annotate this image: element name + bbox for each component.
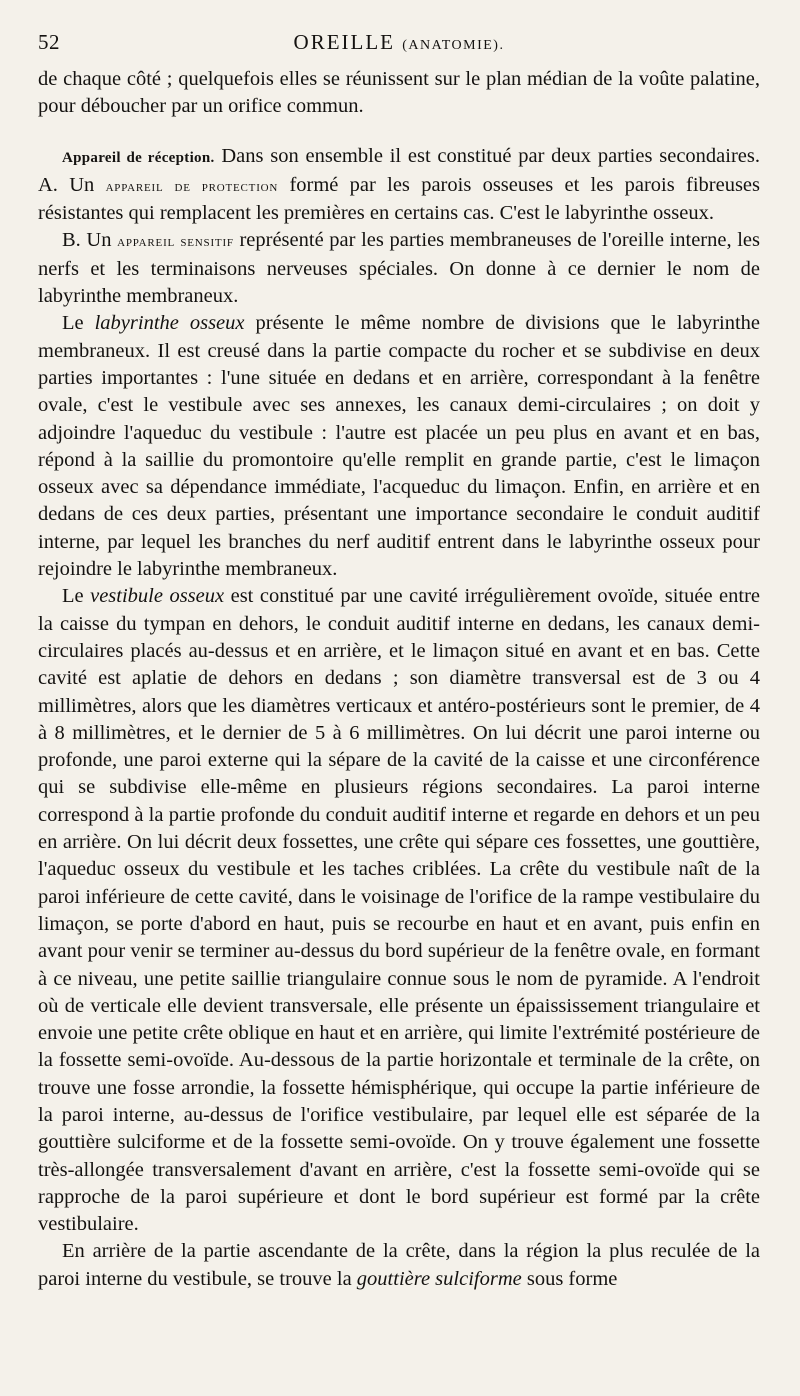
paragraph-text: sous forme <box>521 1267 618 1290</box>
paragraph-continuation: de chaque côté ; quelquefois elles se réunissent sur le plan médian de la voûte palatine, pour déboucher par un orifice commun. <box>38 68 760 118</box>
running-head-subtitle: (ANATOMIE). <box>402 38 505 53</box>
paragraph-gouttiere <box>38 1238 760 1293</box>
small-caps-term: appareil de protection <box>105 177 279 195</box>
italic-term: labyrinthe osseux <box>94 312 245 335</box>
paragraph-appareil-reception <box>38 143 760 228</box>
paragraph-text: En arrière de la partie ascendante de la crête, dans la région la plus reculée de la paroi interne du vestibule, se trouve la <box>38 1240 760 1290</box>
running-head-title: OREILLE <box>293 30 396 54</box>
paragraph-text: formé par les parois osseuses et les parois fibreuses résistantes qui remplacent les premières en certains cas. C'est le labyrinthe osseux. <box>38 173 761 225</box>
section-lead: Appareil de réception. <box>62 149 215 166</box>
paragraph-text: Dans son ensemble il est constitué par deux parties secondaires. A. Un <box>38 144 760 196</box>
paragraph-vestibule-osseux <box>38 583 760 1238</box>
paragraph-text: Le <box>62 585 91 608</box>
paragraph-text: est constitué par une cavité irrégulièrement ovoïde, située entre la caisse du tympan en dehors, le conduit auditif interne en dedans, les canaux demi-circulaires placés au-dessus et en arrière, et le limaçon situé en avant et en bas. Cette cavité est aplatie de dehors en dedans ; son diamètre transversal est de 3 ou 4 millimètres, alors que les diamètres verticaux et antéro-postérieurs sont le premier, de 4 à 8 millimètres, et le dernier de 5 à 6 millimètres. On lui décrit une paroi interne ou profonde, une paroi externe qui la sépare de la cavité de la caisse et une circonférence qui se subdivise elle-même en plusieurs régions secondaires. La paroi interne correspond à la partie profonde du conduit auditif interne et regarde en dehors et un peu en arrière. On lui décrit deux fossettes, une crête qui sépare ces fossettes, une gouttière, l'aqueduc osseux du vestibule et les taches criblées. La crête du vestibule naît de la paroi inférieure de cette cavité, dans le voisinage de l'orifice de la rampe vestibulaire du limaçon, se porte d'abord en haut, puis se recourbe en haut et en avant, puis enfin en avant pour venir se terminer au-dessus du bord supérieur de la fenêtre ovale, en formant à ce niveau, une petite saillie triangulaire connue sous le nom de pyramide. A l'endroit où de verticale elle devient transversale, elle présente un épaississement triangulaire et envoie une petite crête oblique en haut et en arrière, qui limite l'extrémité postérieure de la fossette semi-ovoïde. Au-dessous de la partie horizontale et terminale de la crête, on trouve une fosse arrondie, la fossette hémisphérique, qui occupe la partie inférieure de la paroi interne, au-dessus de l'orifice vestibulaire, par lequel elle est séparée de la gouttière sulciforme et de la fossette semi-ovoïde. On y trouve également une fossette très-allongée transversalement d'avant en arrière, c'est la fossette semi-ovoïde qui se rapproche de la paroi supérieure et dont le bord supérieur est formé par la crête vestibulaire. <box>38 585 760 1236</box>
paragraph-text: représenté par les parties membraneuses de l'oreille interne, les nerfs et les terminaisons nerveuses spéciales. On donne à ce dernier le nom de labyrinthe membraneux. <box>38 229 760 308</box>
paragraph-text: Le <box>62 312 95 335</box>
italic-term: vestibule osseux <box>90 585 225 608</box>
page-header <box>38 0 760 66</box>
paragraph-text: B. Un <box>62 229 118 252</box>
italic-term: gouttière sulciforme <box>356 1267 522 1290</box>
running-head <box>38 30 760 55</box>
paragraph-labyrinthe-osseux <box>38 310 760 583</box>
small-caps-term: appareil sensitif <box>117 233 234 251</box>
page-number: 52 <box>38 30 60 54</box>
paragraph-text: présente le même nombre de divisions que le labyrinthe membraneux. Il est creusé dans la partie compacte du rocher et se subdivise en deux parties importantes : l'une située en dedans et en arrière, correspondant à la fenêtre ovale, c'est le vestibule avec ses annexes, les canaux demi-circulaires ; on doit y adjoindre l'aqueduc du vestibule : l'autre est placée un peu plus en avant et en bas, répond à la saillie du promontoire qu'elle remplit en grande partie, c'est le limaçon osseux avec sa dépendance immédiate, l'acqueduc du limaçon. Enfin, en arrière et en dedans de ces deux parties, présentant une importance secondaire le conduit auditif interne, par lequel les branches du nerf auditif entrent dans le labyrinthe osseux pour rejoindre le labyrinthe membraneux. <box>38 312 761 581</box>
paragraph-appareil-sensitif <box>38 227 760 310</box>
page-body <box>38 66 760 1293</box>
